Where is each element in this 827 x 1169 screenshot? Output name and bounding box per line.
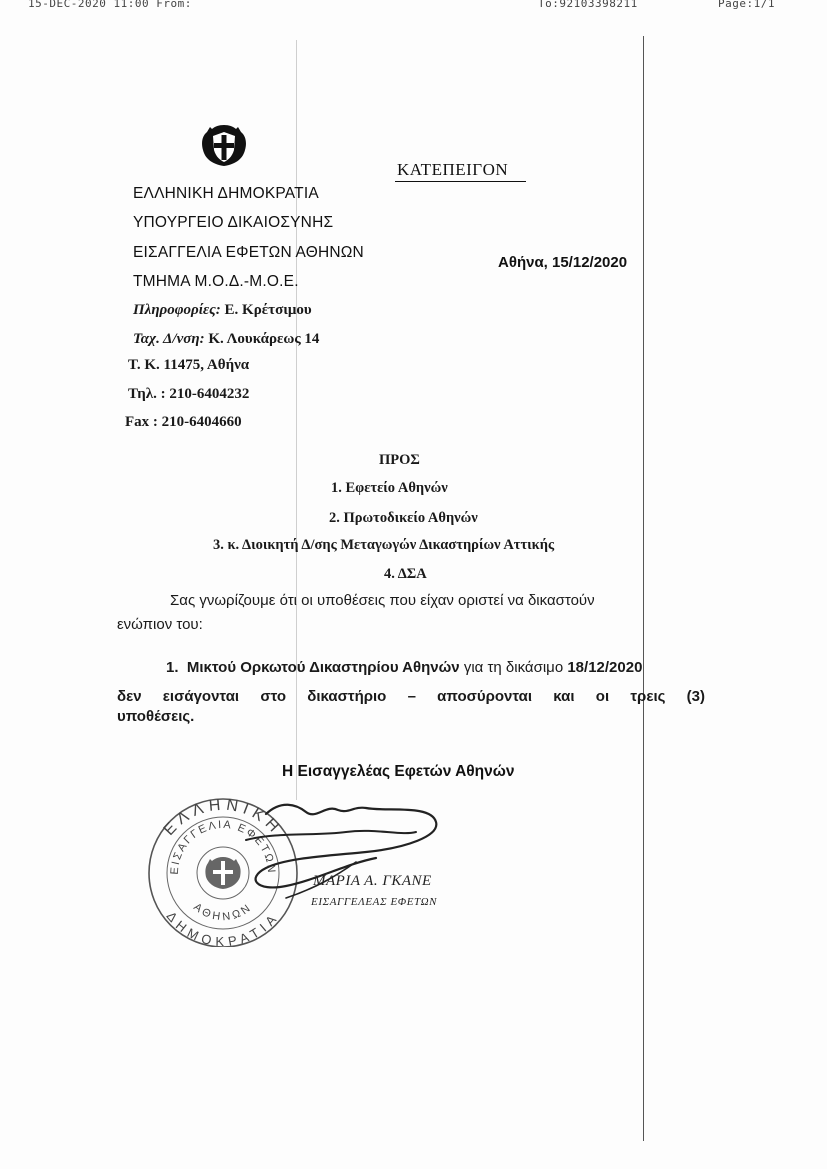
handwritten-signature: [226, 792, 476, 912]
fax-page-counter: Page:1/1: [718, 0, 775, 10]
urgent-label: ΚΑΤΕΠΕΙΓΟΝ: [397, 160, 509, 179]
recipient-item: 1. Εφετείο Αθηνών: [331, 480, 448, 496]
signatory-title: Η Εισαγγελέας Εφετών Αθηνών: [282, 763, 515, 780]
contact-phone-value: 210-6404232: [169, 386, 250, 402]
contact-fax-label: Fax :: [125, 414, 158, 430]
org-ministry: ΥΠΟΥΡΓΕΙΟ ΔΙΚΑΙΟΣΥΝΗΣ: [133, 214, 334, 231]
body-item-mid: για τη δικάσιμο: [463, 659, 564, 676]
contact-address-line: [133, 331, 319, 348]
fax-recipient: To:92103398211: [538, 0, 638, 10]
body-intro-line2: ενώπιον του:: [117, 616, 203, 633]
seal-inner-text: ΕΙΣΑΓΓΕΛΙΑ ΕΦΕΤΩΝ: [168, 818, 278, 875]
body-intro-line1: [170, 592, 703, 609]
urgent-marker: [397, 160, 508, 180]
signatory-name: ΜΑΡΙΑ Α. ΓΚΑΝΕ: [313, 873, 432, 889]
urgent-underline: [395, 181, 526, 182]
scan-line-center: [296, 40, 297, 800]
body-line2: δεν εισάγονται στο δικαστήριο – αποσύρονται και οι τρεις (3): [117, 688, 705, 705]
seal-outer-text: ΕΛΛΗΝΙΚΗ: [160, 796, 286, 840]
body-item-number: 1.: [166, 659, 179, 676]
contact-info-label: Πληροφορίες:: [133, 302, 221, 318]
body-item-court: Μικτού Ορκωτού Δικαστηρίου Αθηνών: [186, 659, 460, 676]
org-republic: ΕΛΛΗΝΙΚΗ ΔΗΜΟΚΡΑΤΙΑ: [133, 185, 319, 202]
contact-postal: Τ. Κ. 11475, Αθήνα: [128, 357, 250, 373]
contact-address-label: Ταχ. Δ/νση:: [133, 331, 205, 347]
fax-timestamp: 15-DEC-2020 11:00 From:: [28, 0, 192, 10]
scan-line-right: [643, 36, 644, 1141]
body-item-line: [166, 659, 642, 676]
contact-fax-line: [125, 414, 242, 431]
contact-phone-label: Τηλ. :: [128, 386, 166, 402]
seal-inner-bottom-text: ΑΘΗΝΩΝ: [191, 901, 255, 924]
org-department: ΤΜΗΜΑ Μ.Ο.Δ.-Μ.Ο.Ε.: [133, 273, 299, 290]
recipient-item: 4. ΔΣΑ: [384, 566, 427, 582]
body-line3: υποθέσεις.: [117, 708, 195, 725]
greek-coat-of-arms-emblem: [199, 122, 249, 168]
document-date: Αθήνα, 15/12/2020: [498, 254, 628, 271]
contact-fax-value: 210-6404660: [161, 414, 242, 430]
recipient-item: 2. Πρωτοδικείο Αθηνών: [329, 510, 478, 526]
contact-info-value: Ε. Κρέτσιμου: [224, 302, 312, 318]
contact-info-line: [133, 302, 312, 319]
body-item-date: 18/12/2020: [567, 659, 643, 676]
recipient-item: 3. κ. Διοικητή Δ/σης Μεταγωγών Δικαστηρίων Αττικής: [213, 537, 555, 553]
body-intro-text: Σας γνωρίζουμε ότι οι υποθέσεις που είχαν οριστεί να δικαστούν: [170, 592, 595, 609]
contact-phone-line: [128, 386, 249, 403]
signatory-role: ΕΙΣΑΓΓΕΛΕΑΣ ΕΦΕΤΩΝ: [311, 896, 438, 908]
org-prosecutor-office: ΕΙΣΑΓΓΕΛΙΑ ΕΦΕΤΩΝ ΑΘΗΝΩΝ: [133, 244, 364, 261]
seal-outer-bottom-text: ΔΗΜΟΚΡΑΤΙΑ: [163, 908, 283, 947]
recipients-heading: ΠΡΟΣ: [379, 452, 420, 468]
contact-address-value: Κ. Λουκάρεως 14: [208, 331, 320, 347]
